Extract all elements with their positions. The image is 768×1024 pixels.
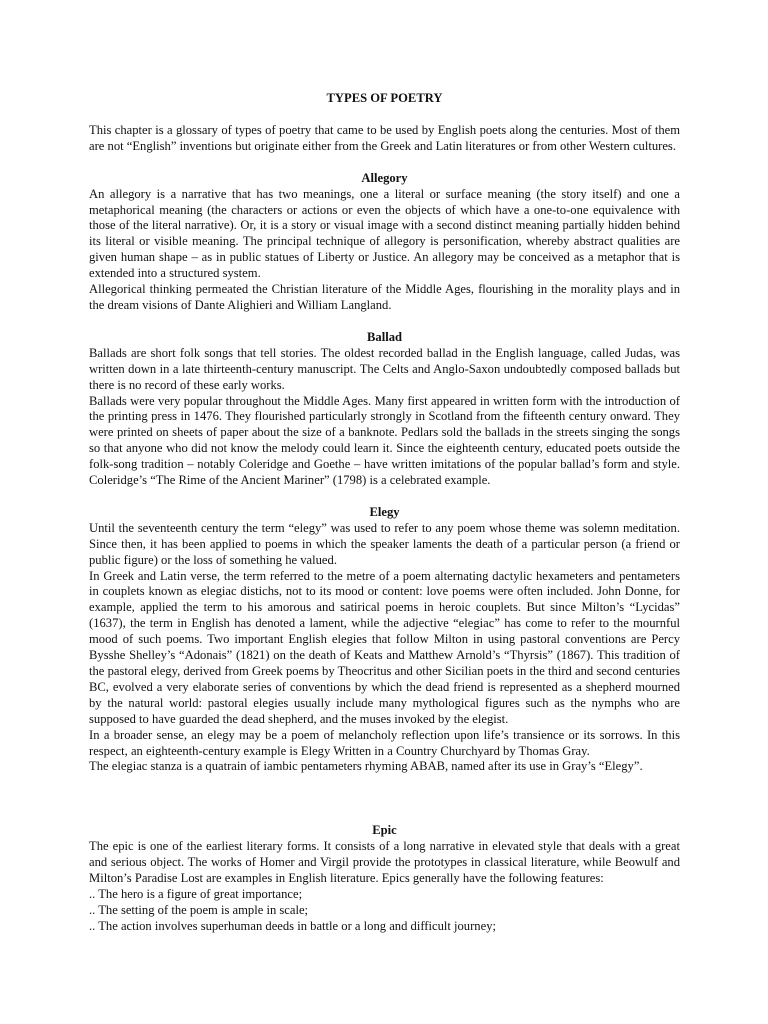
section-epic	[89, 823, 680, 934]
paragraph: Until the seventeenth century the term “elegy” was used to refer to any poem whose theme was solemn meditation. Since then, it has been applied to poems in which the speaker laments the death of a particular person (a friend or public figure) or the loss of something he valued.	[89, 520, 680, 567]
section-heading: Epic	[372, 823, 397, 838]
paragraph: An allegory is a narrative that has two meanings, one a literal or surface meaning (the story itself) and one a metaphorical meaning (the characters or actions or even the objects of which have a one-to-one equivalence with those of the literal narrative). Or, it is a story or visual image with a second distinct meaning partially hidden behind its literal or visible meaning. The principal technique of allegory is personification, whereby abstract qualities are given human shape – as in public statues of Liberty or Justice. An allegory may be conceived as a metaphor that is extended into a structured system.	[89, 186, 680, 281]
document-title: TYPES OF POETRY	[326, 91, 443, 105]
section-allegory	[89, 171, 680, 314]
section-elegy	[89, 505, 680, 775]
paragraph: In a broader sense, an elegy may be a poem of melancholy reflection upon life’s transience or its sorrows. In this respect, an eighteenth-century example is Elegy Written in a Country Churchyard by Thomas Gray.	[89, 727, 680, 758]
section-heading: Elegy	[369, 504, 400, 519]
list-item: .. The hero is a figure of great importance;	[89, 886, 303, 901]
list-item: .. The setting of the poem is ample in scale;	[89, 902, 309, 917]
paragraph: Allegorical thinking permeated the Christian literature of the Middle Ages, flourishing in the morality plays and in the dream visions of Dante Alighieri and William Langland.	[89, 282, 680, 312]
list-item: .. The action involves superhuman deeds in battle or a long and difficult journey;	[89, 918, 496, 933]
paragraph: In Greek and Latin verse, the term referred to the metre of a poem alternating dactylic hexameters and pentameters in couplets known as elegiac distichs, not to its mood or content: love poems were often included. John Donne, for example, applied the term to his amorous and satirical poems in heroic couplets. But since Milton’s “Lycidas” (1637), the term in English has denoted a lament, while the adjective “elegiac” has come to refer to the mournful mood of such poems. Two important English elegies that follow Milton in using pastoral conventions are Percy Bysshe Shelley’s “Adonais” (1821) on the death of Keats and Matthew Arnold’s “Thyrsis” (1867). This tradition of the pastoral elegy, derived from Greek poems by Theocritus and other Sicilian poets in the third and second centuries BC, evolved a very elaborate series of conventions by which the dead friend is represented as a shepherd mourned by the natural world: pastoral elegies usually include many mythological figures such as the nymphs who are supposed to have guarded the dead shepherd, and the muses invoked by the elegist.	[89, 568, 680, 726]
section-ballad	[89, 330, 680, 489]
paragraph: Ballads were very popular throughout the Middle Ages. Many first appeared in written form with the introduction of the printing press in 1476. They flourished particularly strongly in Scotland from the fifteenth century onward. They were printed on sheets of paper about the size of a banknote. Pedlars sold the ballads in the streets singing the songs so that anyone who did not know the melody could learn it. Since the eighteenth century, educated poets outside the folk-song tradition – notably Coleridge and Goethe – have written imitations of the popular ballad’s form and style. Coleridge’s “The Rime of the Ancient Mariner” (1798) is a celebrated example.	[89, 393, 680, 488]
intro-paragraph: This chapter is a glossary of types of poetry that came to be used by English poets along the centuries. Most of them are not “English” inventions but originate either from the Greek and Latin literatures or from other Western cultures.	[89, 122, 680, 153]
section-heading: Ballad	[367, 329, 402, 344]
intro-section	[89, 123, 680, 155]
paragraph: Ballads are short folk songs that tell stories. The oldest recorded ballad in the English language, called Judas, was written down in a late thirteenth-century manuscript. The Celts and Anglo-Saxon undoubtedly composed ballads but there is no record of these early works.	[89, 345, 680, 392]
paragraph: The elegiac stanza is a quatrain of iambic pentameters rhyming ABAB, named after its use in Gray’s “Elegy”.	[89, 759, 643, 774]
section-heading: Allegory	[361, 170, 408, 185]
paragraph: The epic is one of the earliest literary forms. It consists of a long narrative in elevated style that deals with a great and serious object. The works of Homer and Virgil provide the prototypes in classical literature, while Beowulf and Milton’s Paradise Lost are examples in English literature. Epics generally have the following features:	[89, 839, 680, 886]
spacer	[89, 791, 680, 823]
